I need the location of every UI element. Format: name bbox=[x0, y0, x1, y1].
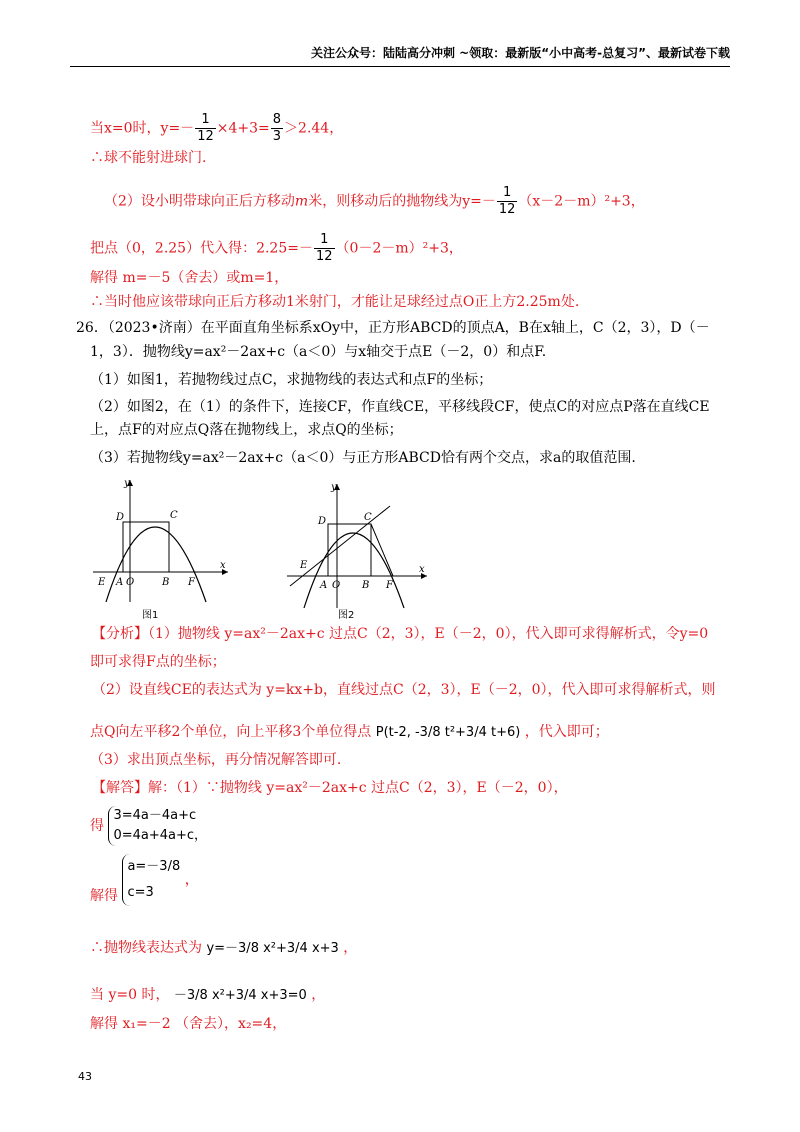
math-expression: P(t-2, -3/8 t²+3/4 t+6) bbox=[375, 725, 521, 740]
text: 当x=0时，y=－ bbox=[90, 120, 195, 137]
label-D: D bbox=[116, 512, 125, 523]
label-O: O bbox=[332, 580, 341, 591]
answer-line-3: 解得 a=－3/8 c=3 ， bbox=[90, 854, 199, 906]
question-26-line-c: （1）如图1，若抛物线过点C，求抛物线的表达式和点F的坐标； bbox=[90, 372, 493, 388]
analysis-line-1: 【分析】（1）抛物线 y=ax²－2ax+c 过点C（2，3），E（－2，0），代入即可求得解析式，令y=0 bbox=[92, 626, 709, 642]
label-B: B bbox=[362, 580, 370, 591]
label-F: F bbox=[188, 577, 195, 588]
question-26-line-b: 1，3）．抛物线y=ax²－2ax+c（a＜0）与x轴交于点E（－2，0）和点F. bbox=[90, 344, 547, 360]
solution-line-3: （2）设小明带球向正后方移动m米，则移动后的抛物线为y=－ $\frac{1}{12}$ （x－2－m）²+3， bbox=[104, 185, 645, 217]
analysis-line-2: 即可求得F点的坐标； bbox=[90, 654, 226, 670]
figure-1 bbox=[88, 472, 238, 612]
answer-line-2: 得 3=4a－4a+c 0=4a+4a+c， bbox=[90, 806, 207, 846]
math-expression: －3/8 x²+3/4 x+3=0 bbox=[173, 988, 307, 1003]
label-y: y bbox=[124, 478, 130, 489]
label-O: O bbox=[126, 577, 135, 588]
page-number: 43 bbox=[78, 1070, 92, 1083]
figure-2 bbox=[282, 478, 432, 618]
question-26-line-a: 26．（2023•济南）在平面直角坐标系xOy中，正方形ABCD的顶点A，B在x轴上，C（2，3），D（－ bbox=[76, 320, 710, 336]
solution-line-1 bbox=[90, 112, 343, 145]
label-D: D bbox=[318, 516, 327, 527]
figure-1-caption: 图1 bbox=[142, 610, 159, 621]
question-26-line-f: （3）若抛物线y=ax²－2ax+c（a＜0）与正方形ABCD恰有两个交点，求a的取值范围. bbox=[90, 450, 636, 466]
label-E: E bbox=[300, 560, 308, 571]
solution-line-4: 把点（0，2.25）代入得：2.25=－ $\frac{1}{12}$ （0－2－m）²+3， bbox=[90, 232, 463, 264]
answer-line-6: 解得 x₁=－2 （舍去），x₂=4， bbox=[90, 1016, 287, 1032]
math-expression: y=－3/8 x²+3/4 x+3 bbox=[206, 941, 339, 956]
answer-line-4: ∴抛物线表达式为 y=－3/8 x²+3/4 x+3 ， bbox=[90, 940, 358, 956]
label-C: C bbox=[170, 510, 178, 521]
figure-2-caption: 图2 bbox=[338, 610, 355, 621]
fraction: $\frac{1}{12}$ bbox=[498, 185, 516, 217]
text: ＞2.44， bbox=[284, 120, 344, 137]
label-B: B bbox=[162, 577, 170, 588]
equation-system-1: 3=4a－4a+c 0=4a+4a+c， bbox=[108, 806, 207, 846]
analysis-line-4: 点Q向左平移2个单位，向上平移3个单位得点 P(t-2, -3/8 t²+3/4 t+6) ，代入即可； bbox=[90, 724, 609, 740]
label-x: x bbox=[220, 560, 226, 571]
fraction: $\frac{8}{3}$ bbox=[272, 112, 282, 144]
label-E: E bbox=[98, 577, 106, 588]
answer-line-5: 当 y=0 时， －3/8 x²+3/4 x+3=0 ， bbox=[90, 987, 326, 1003]
label-x: x bbox=[419, 564, 425, 575]
label-F: F bbox=[386, 580, 393, 591]
label-A: A bbox=[320, 580, 328, 591]
equation-system-2: a=－3/8 c=3 bbox=[122, 854, 180, 906]
page-header: 关注公众号：陆陆高分冲刺 ~领取：最新版“小中高考-总复习”、最新试卷下载 bbox=[70, 44, 730, 67]
label-A: A bbox=[116, 577, 124, 588]
fraction: $\frac{1}{12}$ bbox=[315, 232, 333, 264]
label-y: y bbox=[331, 482, 337, 493]
solution-line-2: ∴球不能射进球门. bbox=[90, 150, 207, 166]
solution-line-6: ∴当时他应该带球向正后方移动1米射门，才能让足球经过点O正上方2.25m处. bbox=[90, 294, 580, 310]
label-C: C bbox=[364, 512, 372, 523]
text: ×4+3= bbox=[216, 120, 270, 137]
analysis-line-5: （3）求出顶点坐标，再分情况解答即可. bbox=[90, 752, 342, 768]
answer-line-1: 【解答】解：（1）∵抛物线 y=ax²－2ax+c 过点C（2，3），E（－2，0）， bbox=[92, 780, 568, 796]
fraction: $\frac{1}{12}$ bbox=[197, 112, 214, 144]
question-26-line-d: （2）如图2，在（1）的条件下，连接CF，作直线CE，平移线段CF，使点C的对应点P落在直线CE bbox=[90, 399, 710, 415]
question-26-line-e: 上，点F的对应点Q落在抛物线上，求点Q的坐标； bbox=[90, 422, 403, 438]
solution-line-5: 解得 m=－5（舍去）或m=1， bbox=[90, 270, 289, 286]
analysis-line-3: （2）设直线CE的表达式为 y=kx+b，直线过点C（2，3），E（－2，0），代入即可求得解析式，则 bbox=[92, 682, 716, 698]
